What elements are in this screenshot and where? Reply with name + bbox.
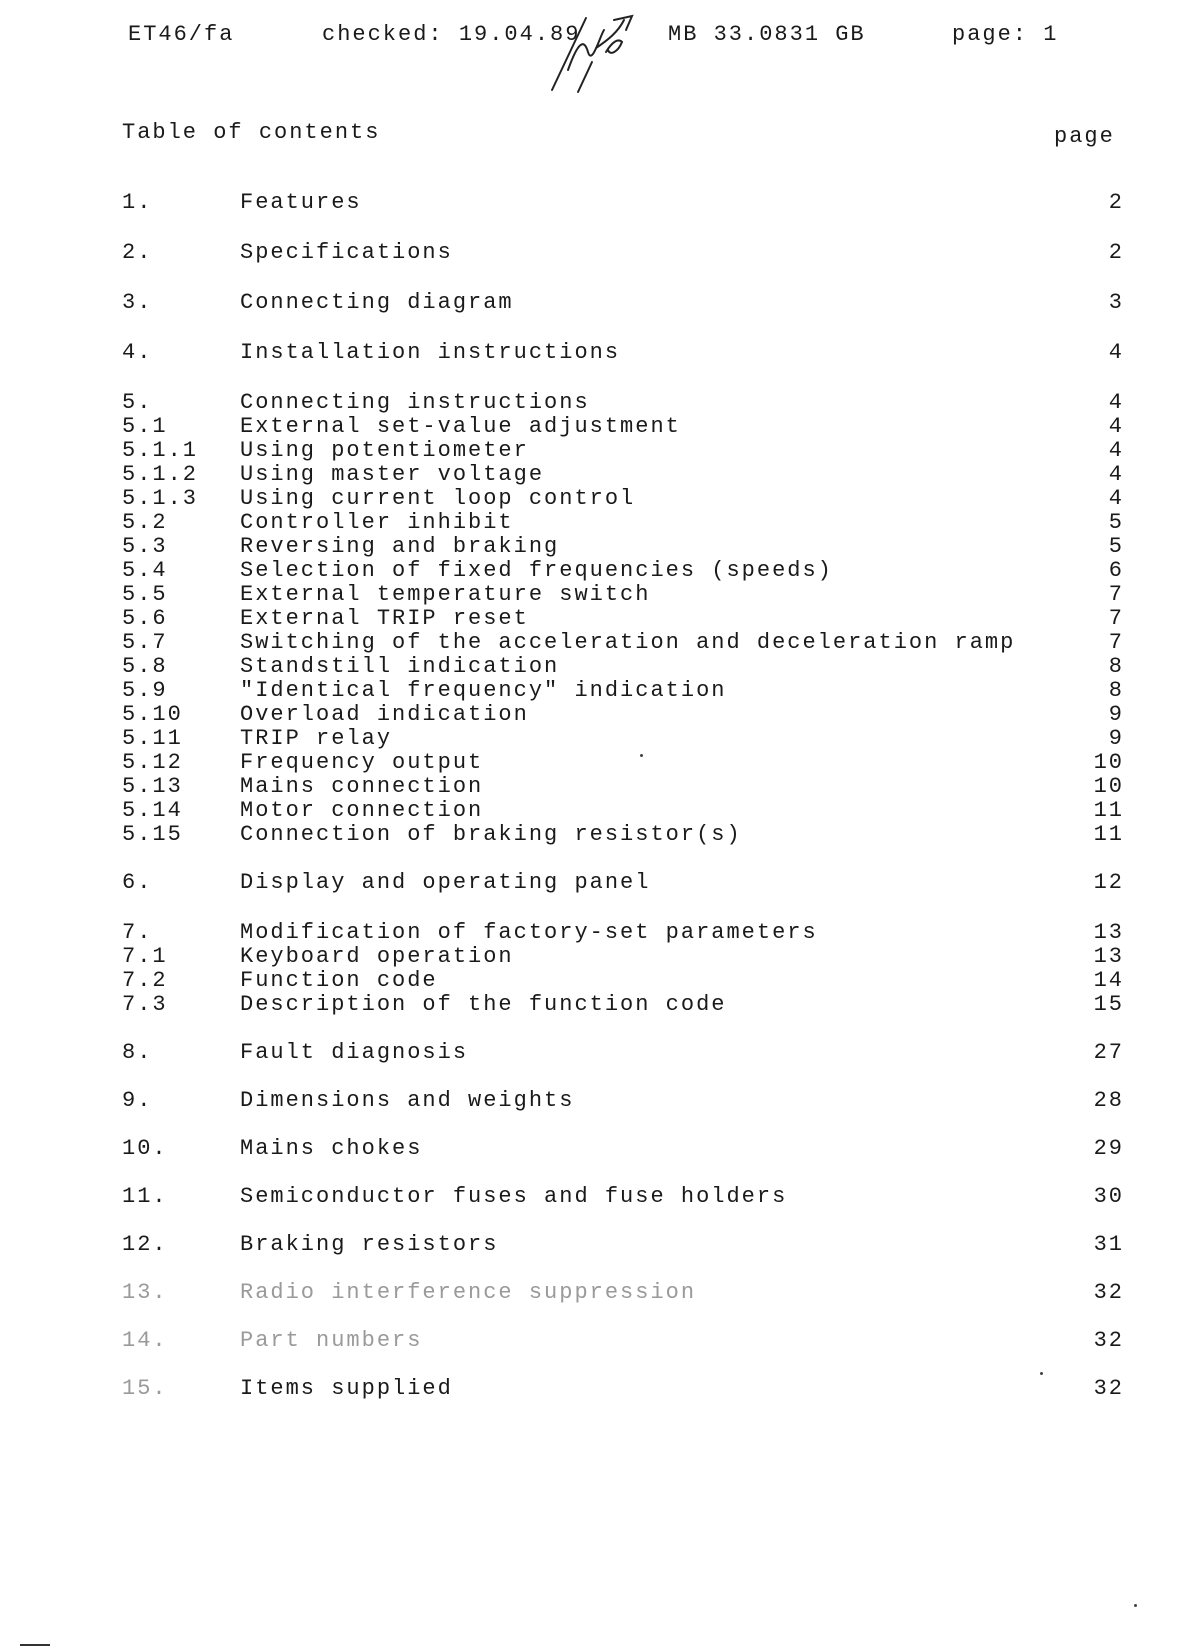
toc-entry [122, 190, 1124, 214]
toc-entry-number: 13. [122, 1280, 168, 1305]
toc-entry-number: 15. [122, 1376, 168, 1401]
scan-speck [1040, 1372, 1043, 1375]
toc-entry-page: 9 [1108, 702, 1124, 727]
toc-entry-title: Connection of braking resistor(s) [240, 822, 742, 847]
toc-entry-title: Standstill indication [240, 654, 560, 679]
toc-entry [122, 1136, 1124, 1160]
toc-entry-title: Display and operating panel [240, 870, 651, 895]
signature-mark [548, 12, 668, 94]
toc-entry-title: Modification of factory-set parameters [240, 920, 818, 945]
toc-entry-number: 7.1 [122, 944, 168, 969]
toc-entry-number: 5.13 [122, 774, 183, 799]
toc-entry-page: 3 [1108, 290, 1124, 315]
toc-entry-page: 2 [1108, 190, 1124, 215]
toc-entry-page: 8 [1108, 654, 1124, 679]
toc-title: Table of contents [122, 120, 381, 145]
toc-entry [122, 630, 1124, 654]
toc-entry-page: 11 [1093, 822, 1124, 847]
toc-entry-number: 5.1.1 [122, 438, 199, 463]
toc-entry-page: 4 [1108, 390, 1124, 415]
toc-entry-title: Selection of fixed frequencies (speeds) [240, 558, 833, 583]
toc-entry-title: Reversing and braking [240, 534, 560, 559]
toc-entry [122, 1088, 1124, 1112]
toc-entry-title: Installation instructions [240, 340, 621, 365]
scan-speck [1134, 1604, 1137, 1607]
toc-entry-number: 5.7 [122, 630, 168, 655]
toc-entry [122, 1328, 1124, 1352]
page-number: page: 1 [952, 22, 1059, 47]
toc-entry-page: 8 [1108, 678, 1124, 703]
toc-entry [122, 944, 1124, 968]
toc-entry [122, 798, 1124, 822]
toc-entry-number: 5.12 [122, 750, 183, 775]
toc-page-heading: page [1054, 124, 1115, 149]
toc-entry-page: 4 [1108, 438, 1124, 463]
toc-entry [122, 414, 1124, 438]
toc-entry-number: 6. [122, 870, 153, 895]
toc-entry [122, 920, 1124, 944]
toc-entry-page: 13 [1093, 944, 1124, 969]
toc-entry-number: 5.2 [122, 510, 168, 535]
toc-entry-number: 5.3 [122, 534, 168, 559]
toc-entry-number: 2. [122, 240, 153, 265]
toc-entry-number: 5.11 [122, 726, 183, 751]
toc-entry-title: "Identical frequency" indication [240, 678, 727, 703]
toc-entry-number: 7. [122, 920, 153, 945]
toc-entry-page: 4 [1108, 486, 1124, 511]
toc-entry-title: Items supplied [240, 1376, 453, 1401]
toc-entry [122, 1376, 1124, 1400]
toc-entry [122, 390, 1124, 414]
toc-entry-title: Braking resistors [240, 1232, 499, 1257]
checked-date: checked: 19.04.89 [322, 22, 581, 47]
toc-entry-number: 5.9 [122, 678, 168, 703]
toc-entry-title: Using potentiometer [240, 438, 529, 463]
toc-entry [122, 606, 1124, 630]
toc-entry-number: 9. [122, 1088, 153, 1113]
toc-entry-title: Switching of the acceleration and deceleration ramp [240, 630, 1016, 655]
toc-entry [122, 968, 1124, 992]
toc-entry [122, 340, 1124, 364]
toc-entry-title: Keyboard operation [240, 944, 514, 969]
toc-entry [122, 582, 1124, 606]
toc-entry-page: 5 [1108, 510, 1124, 535]
toc-entry-title: Radio interference suppression [240, 1280, 697, 1305]
toc-entry [122, 678, 1124, 702]
toc-entry-page: 7 [1108, 630, 1124, 655]
toc-entry-title: Part numbers [240, 1328, 423, 1353]
document-id: ET46/fa [128, 22, 235, 47]
toc-entry-number: 5.10 [122, 702, 183, 727]
toc-entry-page: 27 [1093, 1040, 1124, 1065]
toc-entry-number: 4. [122, 340, 153, 365]
toc-entry [122, 290, 1124, 314]
scan-speck [640, 754, 643, 757]
toc-entry-title: Mains chokes [240, 1136, 423, 1161]
toc-entry-title: TRIP relay [240, 726, 393, 751]
toc-entry-number: 5. [122, 390, 153, 415]
toc-entry-title: Features [240, 190, 362, 215]
toc-entry-number: 8. [122, 1040, 153, 1065]
toc-entry-title: Using current loop control [240, 486, 636, 511]
toc-entry-title: External TRIP reset [240, 606, 529, 631]
toc-entry-title: Connecting diagram [240, 290, 514, 315]
toc-entry-number: 5.4 [122, 558, 168, 583]
toc-entry-page: 9 [1108, 726, 1124, 751]
toc-entry-page: 5 [1108, 534, 1124, 559]
toc-entry [122, 1232, 1124, 1256]
toc-entry-number: 5.5 [122, 582, 168, 607]
toc-entry [122, 438, 1124, 462]
toc-entry [122, 870, 1124, 894]
toc-entry-page: 32 [1093, 1376, 1124, 1401]
toc-entry [122, 534, 1124, 558]
toc-entry-page: 13 [1093, 920, 1124, 945]
toc-entry [122, 1040, 1124, 1064]
toc-entry [122, 1280, 1124, 1304]
toc-entry-page: 11 [1093, 798, 1124, 823]
toc-entry-page: 31 [1093, 1232, 1124, 1257]
toc-entry-title: Description of the function code [240, 992, 727, 1017]
toc-entry-page: 2 [1108, 240, 1124, 265]
toc-entry-page: 7 [1108, 582, 1124, 607]
toc-entry-page: 12 [1093, 870, 1124, 895]
toc-entry-number: 5.1.3 [122, 486, 199, 511]
toc-entry-title: Controller inhibit [240, 510, 514, 535]
toc-entry-title: Fault diagnosis [240, 1040, 469, 1065]
toc-entry-number: 5.6 [122, 606, 168, 631]
toc-entry-number: 5.8 [122, 654, 168, 679]
toc-entry-title: External set-value adjustment [240, 414, 681, 439]
toc-entry-title: Using master voltage [240, 462, 545, 487]
toc-entry-title: Mains connection [240, 774, 484, 799]
toc-entry-number: 7.3 [122, 992, 168, 1017]
toc-entry [122, 654, 1124, 678]
toc-entry-number: 11. [122, 1184, 168, 1209]
toc-entry-title: Specifications [240, 240, 453, 265]
toc-entry [122, 774, 1124, 798]
toc-entry-number: 10. [122, 1136, 168, 1161]
toc-entry-title: Connecting instructions [240, 390, 590, 415]
toc-entry [122, 992, 1124, 1016]
toc-entry-number: 5.1.2 [122, 462, 199, 487]
margin-rule [20, 1644, 50, 1646]
toc-entry-title: Dimensions and weights [240, 1088, 575, 1113]
toc-entry-title: Frequency output [240, 750, 484, 775]
toc-entry-title: Semiconductor fuses and fuse holders [240, 1184, 788, 1209]
toc-entry-page: 15 [1093, 992, 1124, 1017]
toc-entry-page: 14 [1093, 968, 1124, 993]
toc-entry-number: 5.14 [122, 798, 183, 823]
toc-entry-page: 32 [1093, 1328, 1124, 1353]
toc-entry-page: 4 [1108, 414, 1124, 439]
toc-entry [122, 240, 1124, 264]
toc-entry-title: Function code [240, 968, 438, 993]
toc-entry [122, 462, 1124, 486]
toc-entry-page: 6 [1108, 558, 1124, 583]
toc-entry [122, 486, 1124, 510]
toc-entry-number: 14. [122, 1328, 168, 1353]
toc-entry-number: 5.15 [122, 822, 183, 847]
toc-entry [122, 822, 1124, 846]
toc-entry-page: 28 [1093, 1088, 1124, 1113]
document-reference: MB 33.0831 GB [668, 22, 866, 47]
toc-entry-number: 12. [122, 1232, 168, 1257]
toc-entry-number: 1. [122, 190, 153, 215]
toc-entry-page: 10 [1093, 774, 1124, 799]
toc-entry-page: 29 [1093, 1136, 1124, 1161]
toc-entry-title: External temperature switch [240, 582, 651, 607]
toc-entry-page: 30 [1093, 1184, 1124, 1209]
toc-entry [122, 558, 1124, 582]
toc-entry [122, 726, 1124, 750]
toc-entry-number: 5.1 [122, 414, 168, 439]
toc-entry-page: 7 [1108, 606, 1124, 631]
toc-entry-page: 4 [1108, 462, 1124, 487]
toc-entry-page: 10 [1093, 750, 1124, 775]
toc-entry-number: 7.2 [122, 968, 168, 993]
toc-entry [122, 702, 1124, 726]
toc-entry-title: Overload indication [240, 702, 529, 727]
toc-entry-title: Motor connection [240, 798, 484, 823]
toc-entry [122, 1184, 1124, 1208]
toc-entry [122, 750, 1124, 774]
toc-entry-number: 3. [122, 290, 153, 315]
toc-entry [122, 510, 1124, 534]
toc-entry-page: 4 [1108, 340, 1124, 365]
toc-entry-page: 32 [1093, 1280, 1124, 1305]
